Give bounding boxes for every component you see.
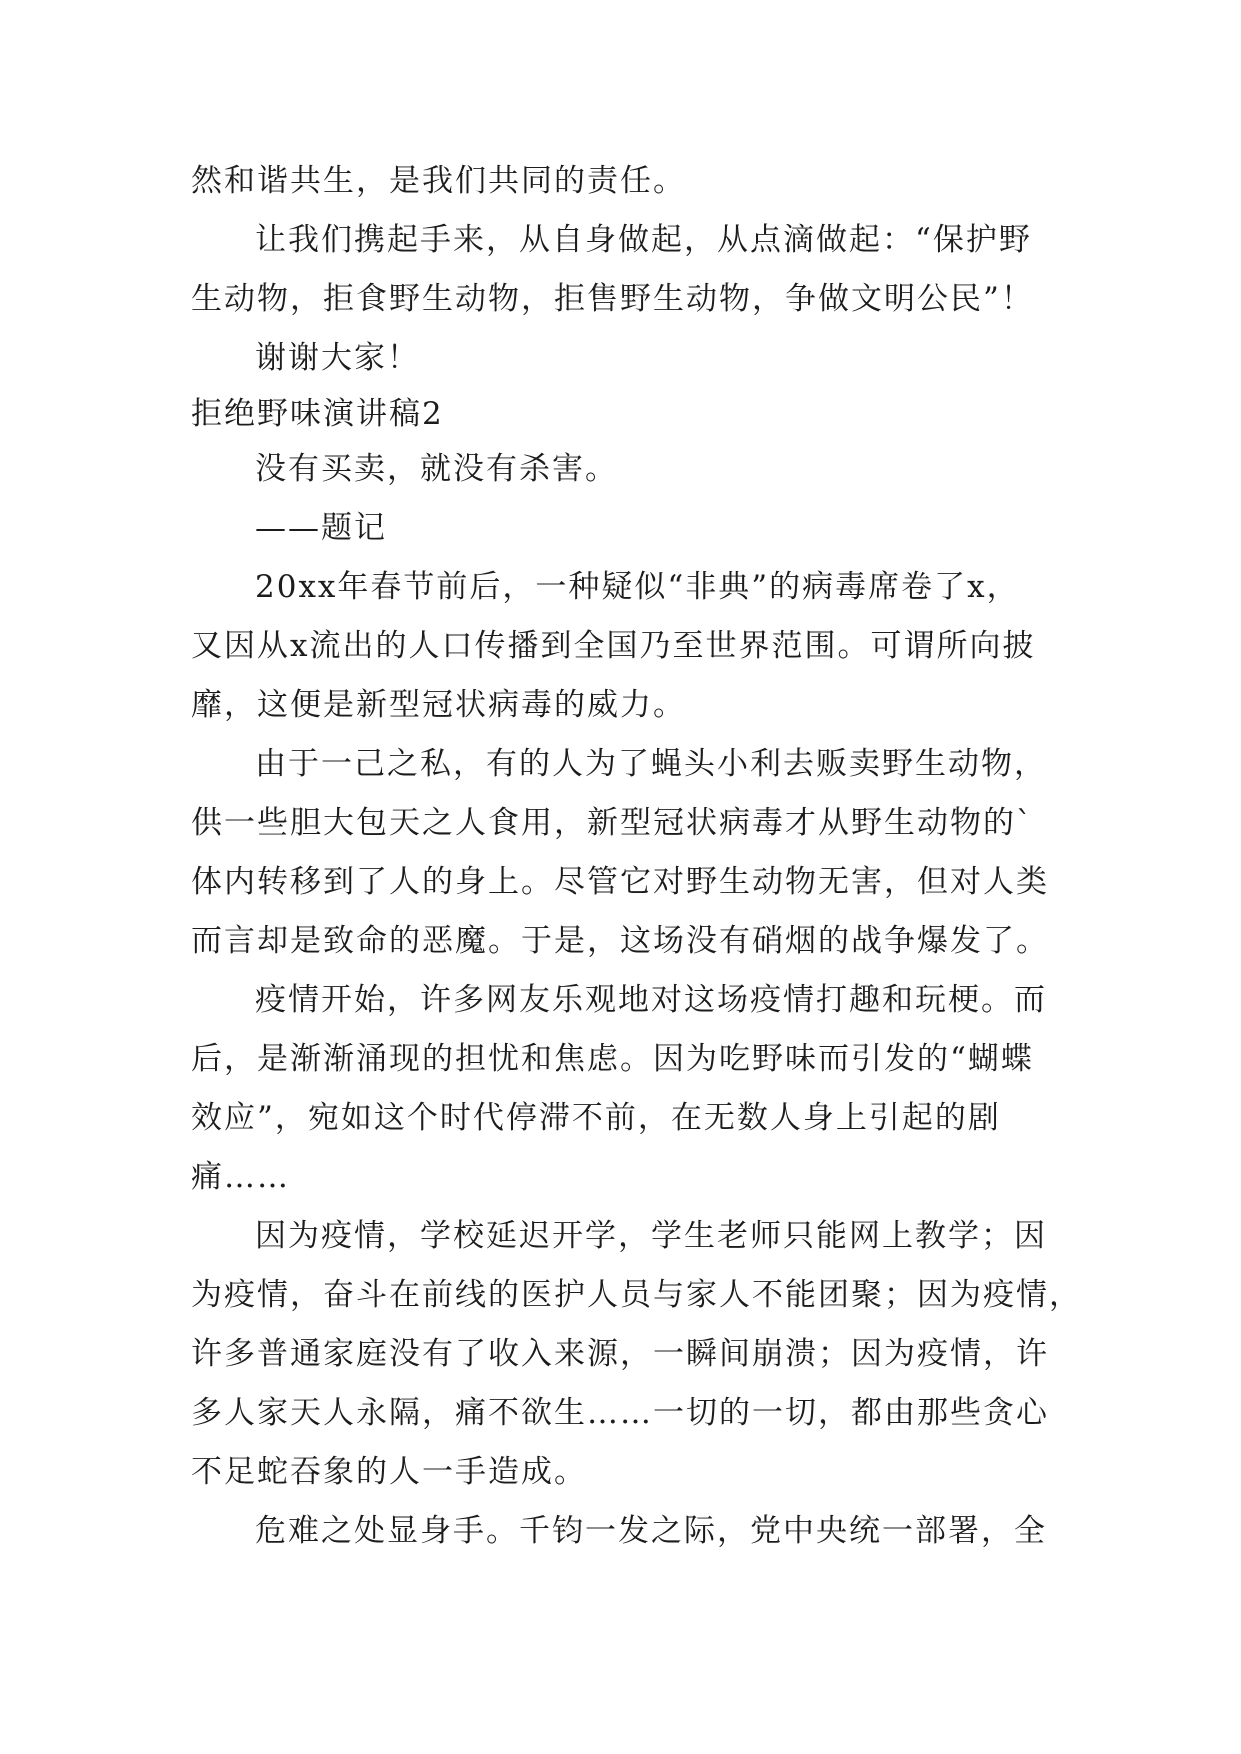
text-line: 谢谢大家！ [255, 340, 420, 376]
text-line: 许多普通家庭没有了收入来源，一瞬间崩溃；因为疫情，许 [191, 1336, 1049, 1372]
text-line: 后，是渐渐涌现的担忧和焦虑。因为吃野味而引发的“蝴蝶 [191, 1041, 1034, 1077]
text-line: 为疫情，奋斗在前线的医护人员与家人不能团聚；因为疫情， [191, 1277, 1082, 1313]
text-line: 不足蛇吞象的人一手造成。 [191, 1454, 587, 1490]
section-heading: 拒绝野味演讲稿2 [191, 396, 444, 432]
text-line: 让我们携起手来，从自身做起，从点滴做起：“保护野 [255, 222, 1032, 258]
epigraph-text: 没有买卖，就没有杀害。 [255, 451, 618, 487]
text-line: 因为疫情，学校延迟开学，学生老师只能网上教学；因 [255, 1218, 1047, 1254]
document-body [191, 152, 1082, 1561]
epigraph-attribution: ——题记 [255, 510, 387, 546]
text-line: 又因从x流出的人口传播到全国乃至世界范围。可谓所向披 [191, 628, 1036, 664]
text-line: 供一些胆大包天之人食用，新型冠状病毒才从野生动物的` [191, 805, 1034, 841]
text-line: 效应”，宛如这个时代停滞不前，在无数人身上引起的剧 [191, 1100, 1001, 1136]
text-line: 疫情开始，许多网友乐观地对这场疫情打趣和玩梗。而 [255, 982, 1047, 1018]
text-line: 多人家天人永隔，痛不欲生……一切的一切，都由那些贪心 [191, 1395, 1049, 1431]
text-line: 然和谐共生，是我们共同的责任。 [191, 163, 686, 199]
text-line: 20xx年春节前后，一种疑似“非典”的病毒席卷了x， [255, 569, 1020, 605]
text-line: 生动物，拒食野生动物，拒售野生动物，争做文明公民”！ [191, 281, 1034, 317]
text-line: 而言却是致命的恶魔。于是，这场没有硝烟的战争爆发了。 [191, 923, 1049, 959]
text-line: 由于一己之私，有的人为了蝇头小利去贩卖野生动物， [255, 746, 1047, 782]
text-line: 靡，这便是新型冠状病毒的威力。 [191, 687, 686, 723]
text-line: 体内转移到了人的身上。尽管它对野生动物无害，但对人类 [191, 864, 1049, 900]
text-line: 痛…… [191, 1159, 290, 1195]
text-line: 危难之处显身手。千钧一发之际，党中央统一部署，全 [255, 1513, 1047, 1549]
